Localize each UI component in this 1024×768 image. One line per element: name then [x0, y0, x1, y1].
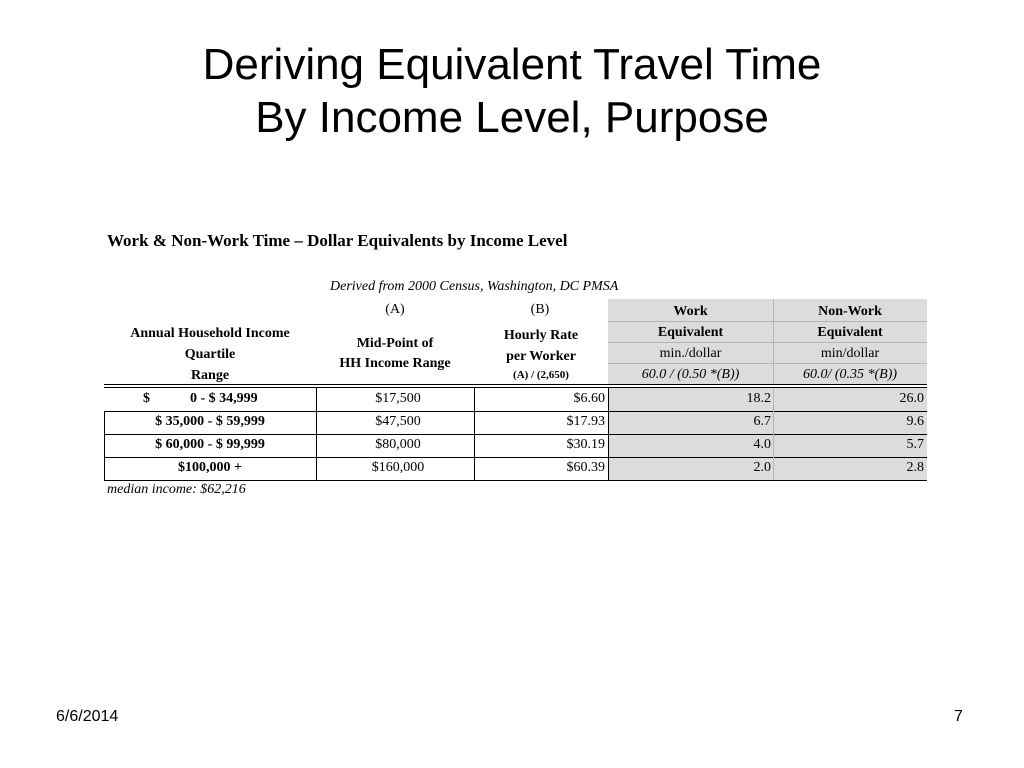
header-nonwork: [773, 301, 927, 385]
slide-title-line-1: Deriving Equivalent Travel Time: [202, 40, 822, 89]
header-midpoint-line-2: HH Income Range: [339, 356, 451, 371]
row-range-dollar: $: [143, 391, 150, 406]
header-hourly-rate: [474, 325, 608, 383]
row-work: 2.0: [753, 460, 771, 475]
column-letter-a: (A): [385, 302, 405, 317]
header-work: [608, 301, 773, 385]
header-income-range-line-2: Quartile: [184, 347, 236, 362]
row-hourly: $17.93: [566, 414, 605, 429]
header-hourly-line-3: (A) / (2,650): [513, 369, 569, 381]
header-nonwork-line-1: Non-Work: [818, 304, 882, 319]
header-income-range-line-3: Range: [190, 368, 230, 383]
row-midpoint: $47,500: [375, 414, 421, 429]
header-midpoint-line-1: Mid-Point of: [356, 336, 434, 351]
row-hourly: $30.19: [566, 437, 605, 452]
header-income-range-line-1: Annual Household Income: [130, 326, 290, 341]
table-heading: Work & Non-Work Time – Dollar Equivalents by Income Level: [107, 231, 568, 250]
table-footnote: median income: $62,216: [107, 482, 246, 497]
row-midpoint: $80,000: [375, 437, 421, 452]
header-nonwork-unit: min/dollar: [820, 346, 880, 361]
header-nonwork-line-2: Equivalent: [817, 325, 883, 340]
row-hourly: $60.39: [566, 460, 605, 475]
row-work: 4.0: [753, 437, 771, 452]
column-letter-b: (B): [530, 302, 550, 317]
row-work: 18.2: [746, 391, 771, 406]
row-work: 6.7: [753, 414, 771, 429]
row-range: $ 60,000 - $ 99,999: [155, 437, 265, 452]
footer-page-number: 7: [954, 708, 963, 725]
row-range: $ 35,000 - $ 59,999: [155, 414, 265, 429]
footer-date: 6/6/2014: [56, 708, 119, 725]
row-range: $100,000 +: [178, 460, 242, 475]
slide-title: [0, 38, 1024, 144]
row-line: [104, 480, 927, 481]
row-nonwork: 2.8: [906, 460, 924, 475]
row-range: 0 - $ 34,999: [190, 391, 258, 406]
header-work-unit: min./dollar: [659, 346, 722, 361]
table-caption: Derived from 2000 Census, Washington, DC PMSA: [330, 279, 619, 294]
header-work-line-2: Equivalent: [657, 325, 724, 340]
slide-title-line-2: By Income Level, Purpose: [255, 93, 769, 142]
row-hourly: $6.60: [573, 391, 605, 406]
row-nonwork: 26.0: [899, 391, 924, 406]
row-midpoint: $160,000: [371, 460, 425, 475]
row-nonwork: 9.6: [906, 414, 924, 429]
header-work-line-1: Work: [673, 304, 708, 319]
header-work-formula: 60.0 / (0.50 *(B)): [641, 367, 740, 382]
row-midpoint: $17,500: [375, 391, 421, 406]
header-hourly-line-1: Hourly Rate: [503, 328, 579, 343]
header-nonwork-formula: 60.0/ (0.35 *(B)): [802, 367, 898, 382]
header-midpoint: [316, 334, 474, 374]
header-double-line-top: [104, 384, 927, 385]
header-hourly-line-2: per Worker: [506, 349, 576, 364]
header-income-range: [104, 323, 316, 386]
row-nonwork: 5.7: [906, 437, 924, 452]
